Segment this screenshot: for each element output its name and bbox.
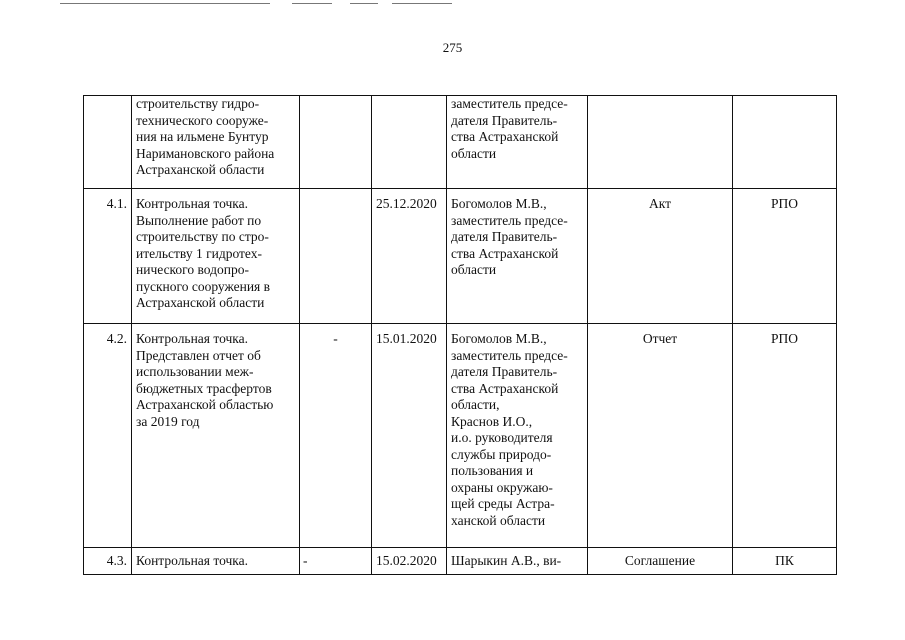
row-number: 4.1. bbox=[84, 189, 132, 324]
result-document: Отчет bbox=[588, 324, 733, 548]
end-date: 15.02.2020 bbox=[372, 548, 447, 575]
end-date bbox=[372, 96, 447, 189]
scan-top-rule bbox=[292, 3, 332, 4]
responsible-person: Богомолов М.В., заместитель предсе- дателя Правитель- ства Астраханской области, Краснов И.О., и.о. руководителя службы природо- пользования и охраны окружаю- щей среды Астра- ханской области bbox=[447, 324, 588, 548]
start-date: - bbox=[300, 324, 372, 548]
start-date: - bbox=[300, 548, 372, 575]
control-level: РПО bbox=[733, 189, 837, 324]
result-document: Акт bbox=[588, 189, 733, 324]
result-document: Соглашение bbox=[588, 548, 733, 575]
scan-top-rule bbox=[350, 3, 378, 4]
event-name: строительству гидро- технического сооруже- ния на ильмене Бунтур Наримановского района Астраханской области bbox=[132, 96, 300, 189]
table-row bbox=[84, 189, 837, 324]
page-number: 275 bbox=[442, 40, 463, 55]
result-document bbox=[588, 96, 733, 189]
row-number: 4.3. bbox=[84, 548, 132, 575]
end-date: 15.01.2020 bbox=[372, 324, 447, 548]
control-level: ПК bbox=[733, 548, 837, 575]
row-number: 4.2. bbox=[84, 324, 132, 548]
event-name: Контрольная точка. Выполнение работ по строительству по стро- ительству 1 гидротех- нического водопро- пускного сооружения в Астраханской области bbox=[132, 189, 300, 324]
start-date bbox=[300, 96, 372, 189]
responsible-person: заместитель предсе- дателя Правитель- ства Астраханской области bbox=[447, 96, 588, 189]
event-name: Контрольная точка. Представлен отчет об использовании меж- бюджетных трасфертов Астраханской областью за 2019 год bbox=[132, 324, 300, 548]
scan-top-rule bbox=[60, 3, 270, 4]
end-date: 25.12.2020 bbox=[372, 189, 447, 324]
control-level bbox=[733, 96, 837, 189]
start-date bbox=[300, 189, 372, 324]
plan-table bbox=[83, 95, 837, 575]
event-name: Контрольная точка. bbox=[132, 548, 300, 575]
table-row bbox=[84, 96, 837, 189]
control-level: РПО bbox=[733, 324, 837, 548]
row-number bbox=[84, 96, 132, 189]
scan-top-rule bbox=[392, 3, 452, 4]
responsible-person: Шарыкин А.В., ви- bbox=[447, 548, 588, 575]
responsible-person: Богомолов М.В., заместитель предсе- дателя Правитель- ства Астраханской области bbox=[447, 189, 588, 324]
table-row bbox=[84, 324, 837, 548]
table-row bbox=[84, 548, 837, 575]
